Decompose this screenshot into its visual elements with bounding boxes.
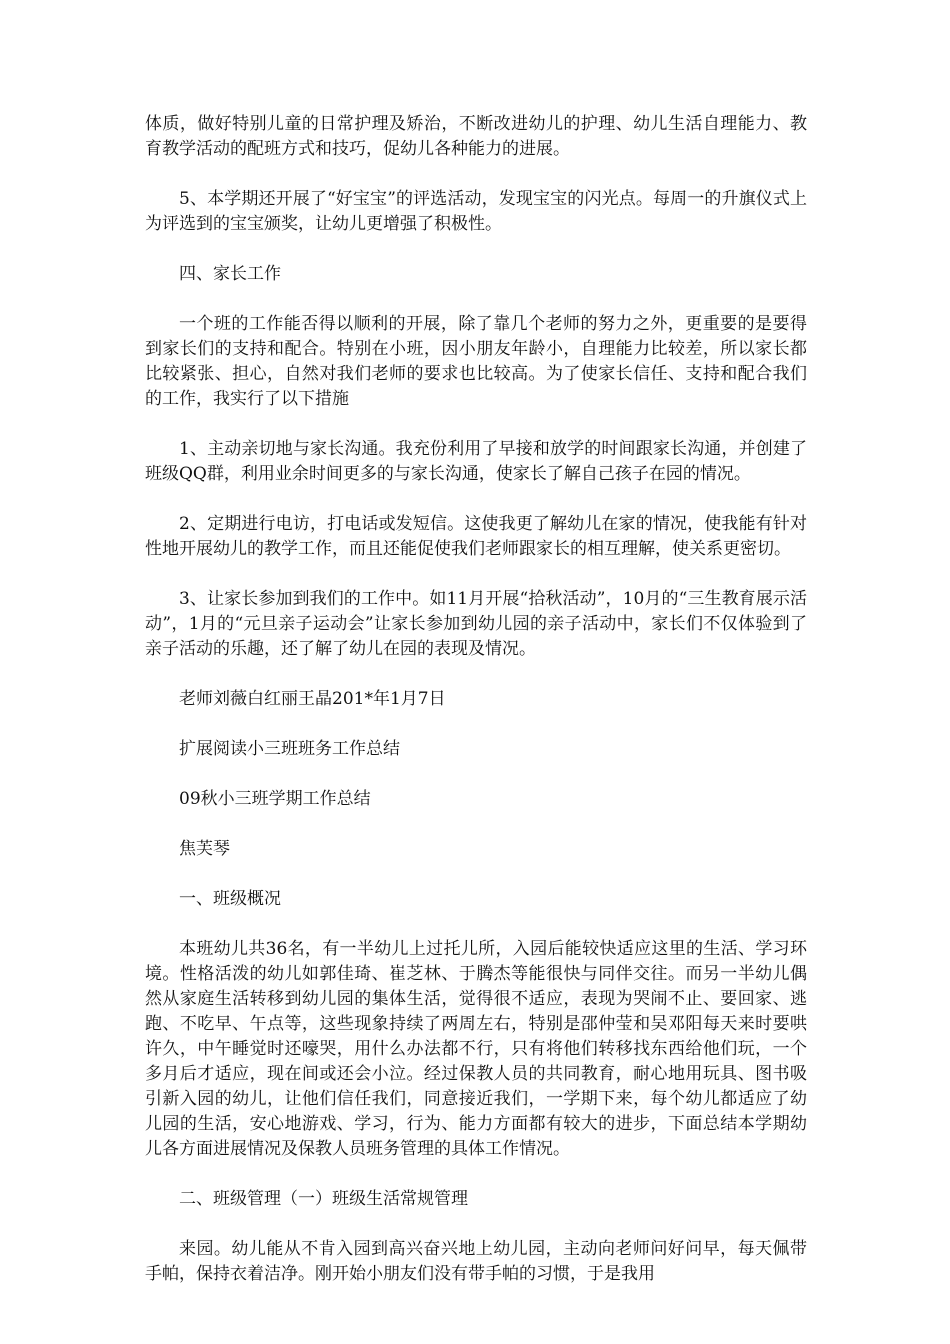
paragraph-5: 1、主动亲切地与家长沟通。我充份利用了早接和放学的时间跟家长沟通，并创建了班级QQ群，利用业余时间更多的与家长沟通，使家长了解自己孩子在园的情况。: [145, 439, 807, 484]
section-heading-overview: 一、班级概况: [179, 889, 281, 909]
report-title: 09秋小三班学期工作总结: [179, 789, 371, 809]
paragraph-2: 5、本学期还开展了“好宝宝”的评选活动，发现宝宝的闪光点。每周一的升旗仪式上为评选到的宝宝颁奖，让幼儿更增强了积极性。: [145, 189, 807, 234]
paragraph-7: 3、让家长参加到我们的工作中。如11月开展“拾秋活动”，10月的“三生教育展示活动”，1月的“元旦亲子运动会”让家长参加到幼儿园的亲子活动中，家长们不仅体验到了亲子活动的乐趣，还了解了幼儿在园的表现及情况。: [145, 589, 807, 659]
paragraph-1: 体质，做好特别儿童的日常护理及矫治，不断改进幼儿的护理、幼儿生活自理能力、教育教学活动的配班方式和技巧，促幼儿各种能力的进展。: [145, 114, 807, 159]
section-heading-management: 二、班级管理（一）班级生活常规管理: [179, 1189, 468, 1209]
paragraph-15: 来园。幼儿能从不肯入园到高兴奋兴地上幼儿园，主动向老师问好问早，每天佩带手帕，保持衣着洁净。刚开始小朋友们没有带手帕的习惯，于是我用: [145, 1239, 807, 1284]
paragraph-13: 本班幼儿共36名，有一半幼儿上过托儿所，入园后能较快适应这里的生活、学习环境。性格活泼的幼儿如郭佳琦、崔芝林、于腾杰等能很快与同伴交往。而另一半幼儿偶然从家庭生活转移到幼儿园的集体生活，觉得很不适应，表现为哭闹不止、要回家、逃跑、不吃早、午点等，这些现象持续了两周左右，特别是邵仲莹和吴邓阳每天来时要哄许久，中午睡觉时还嚎哭，用什么办法都不行，只有将他们转移找东西给他们玩，一个多月后才适应，现在间或还会小泣。经过保教人员的共同教育，耐心地用玩具、图书吸引新入园的幼儿，让他们信任我们，同意接近我们，一学期下来，每个幼儿都适应了幼儿园的生活，安心地游戏、学习，行为、能力方面都有较大的进步，下面总结本学期幼儿各方面进展情况及保教人员班务管理的具体工作情况。: [145, 939, 807, 1159]
document-page: [145, 112, 807, 1287]
author-name: 焦芙琴: [179, 839, 230, 859]
extended-reading-title: 扩展阅读小三班班务工作总结: [179, 739, 400, 759]
paragraph-6: 2、定期进行电访，打电话或发短信。这使我更了解幼儿在家的情况，使我能有针对性地开展幼儿的教学工作，而且还能促使我们老师跟家长的相互理解，使关系更密切。: [145, 514, 807, 559]
section-heading-parents: 四、家长工作: [179, 264, 281, 284]
signature-line: 老师刘薇白红丽王晶201*年1月7日: [179, 689, 446, 709]
paragraph-4: 一个班的工作能否得以顺利的开展，除了靠几个老师的努力之外，更重要的是要得到家长们的支持和配合。特别在小班，因小朋友年龄小，自理能力比较差，所以家长都比较紧张、担心，自然对我们老师的要求也比较高。为了使家长信任、支持和配合我们的工作，我实行了以下措施: [145, 314, 807, 409]
